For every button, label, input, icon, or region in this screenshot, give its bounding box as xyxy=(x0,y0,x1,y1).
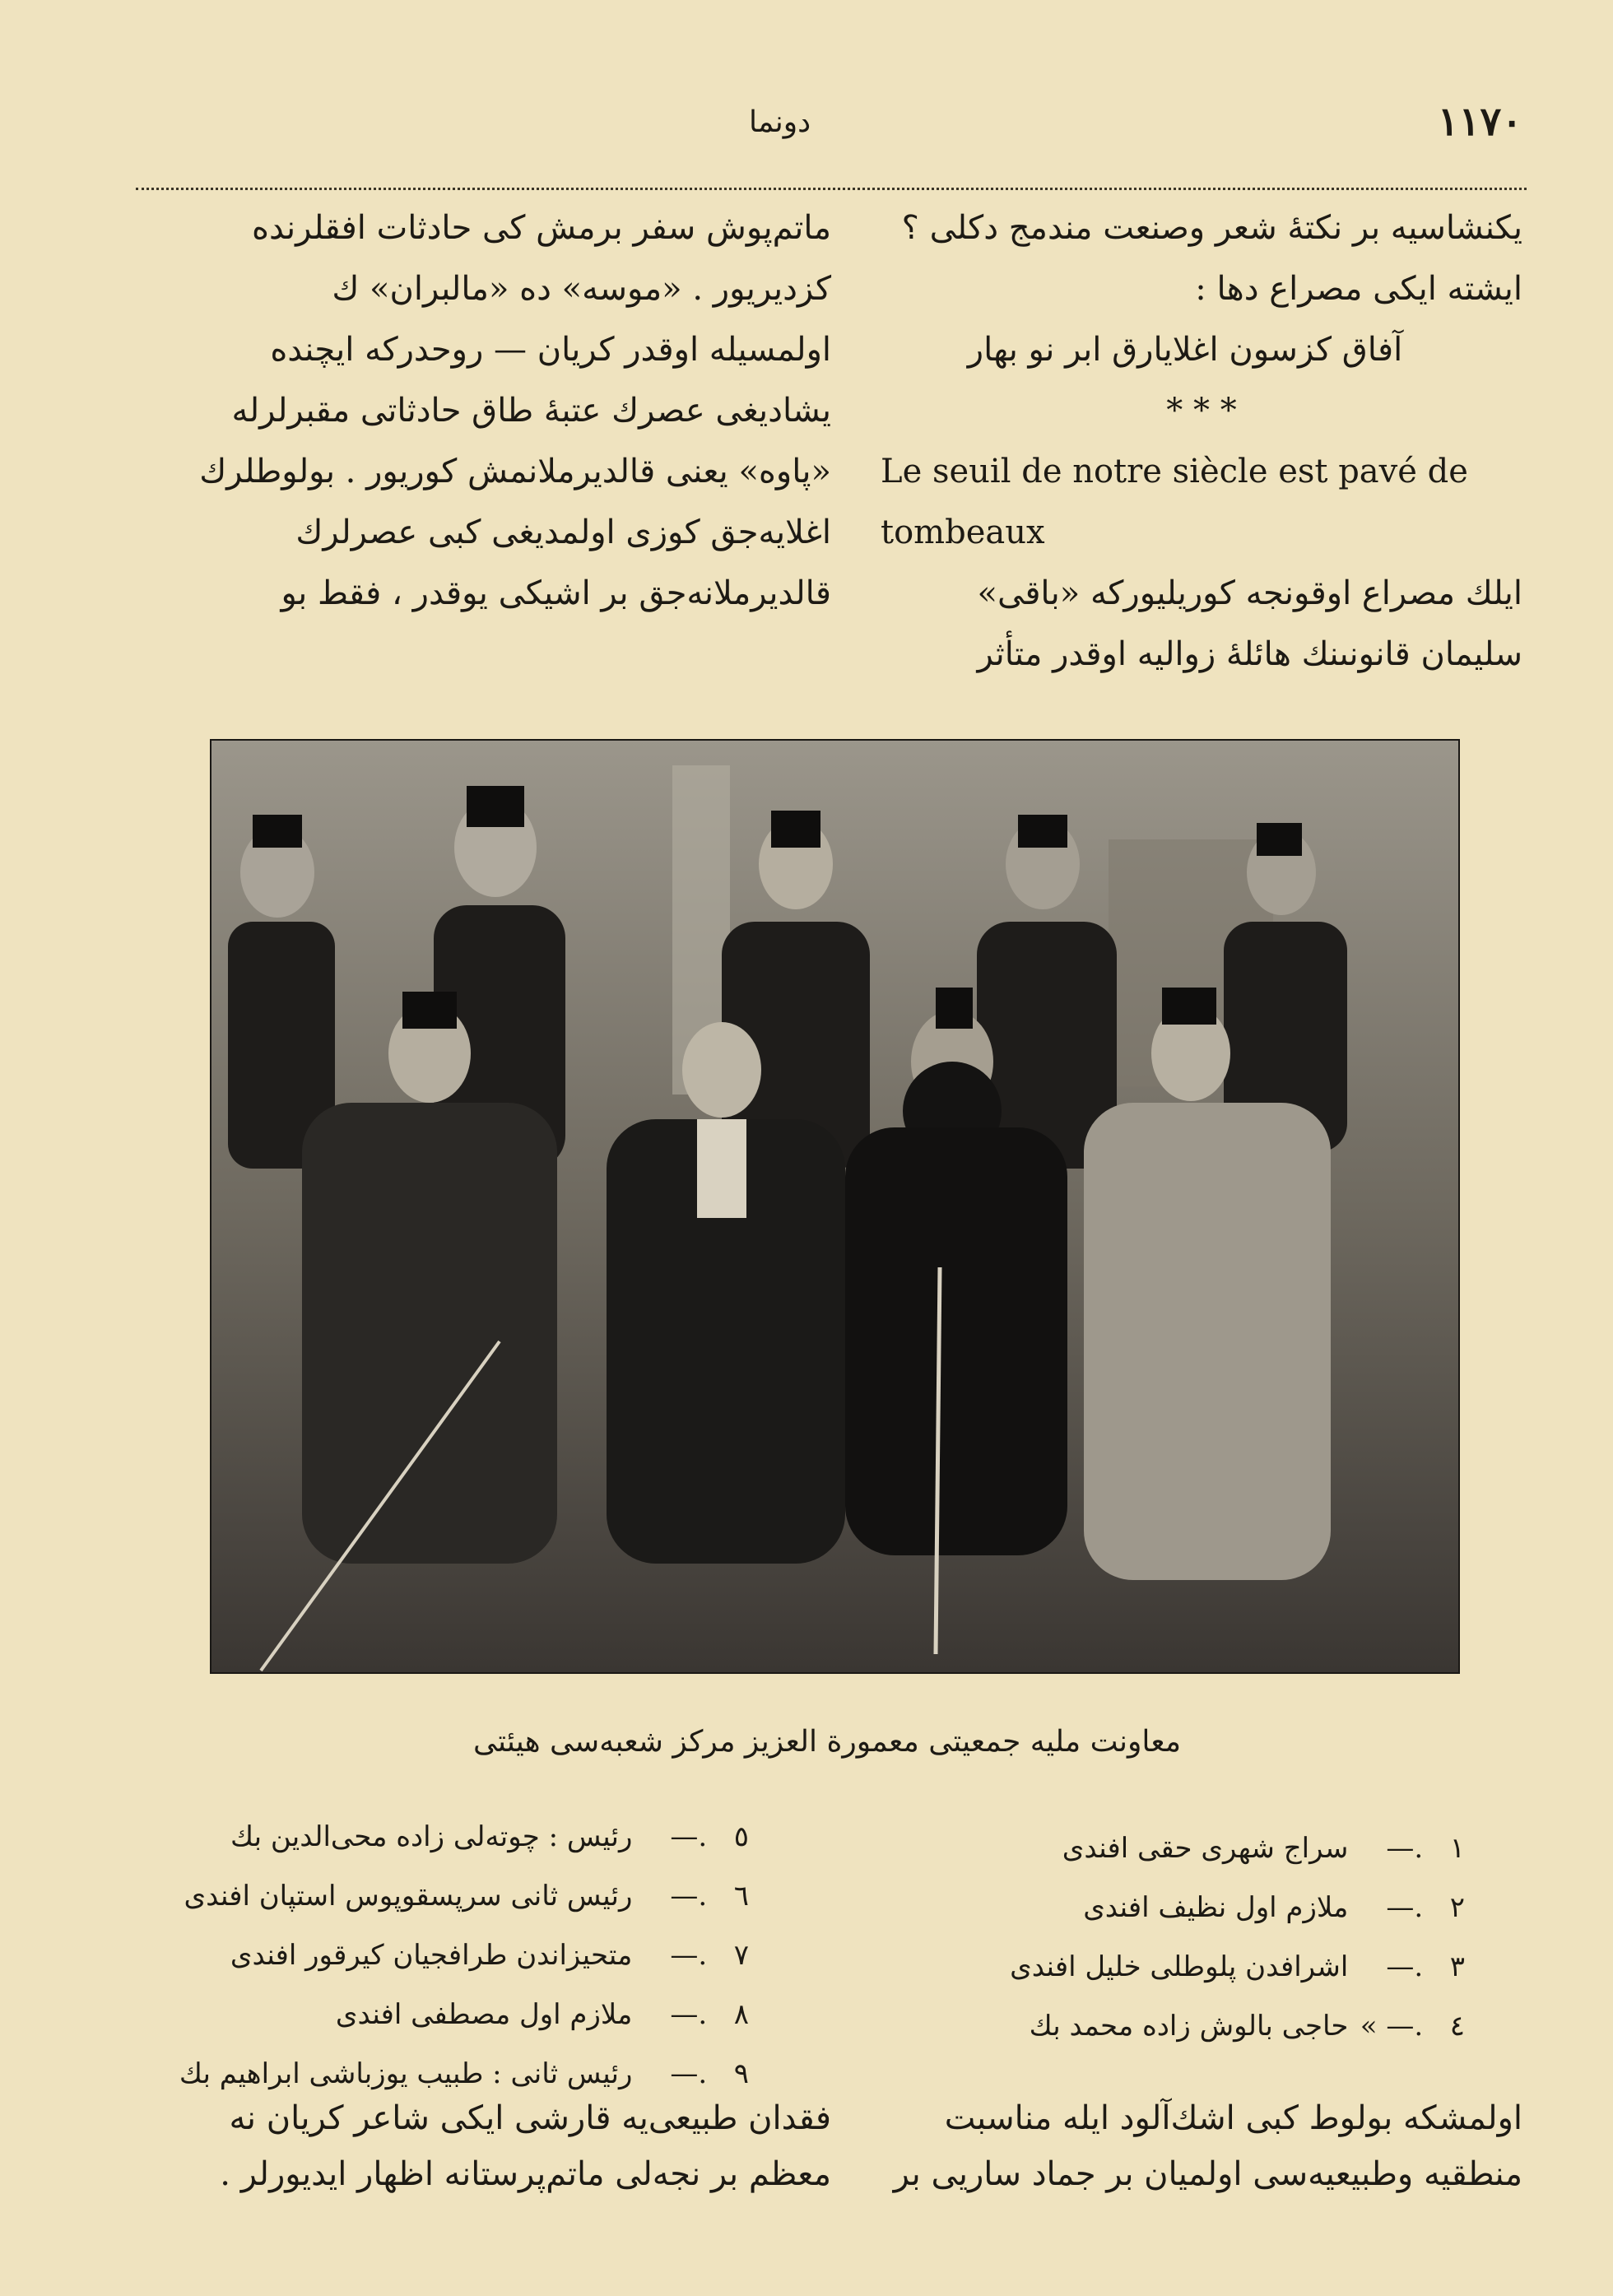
legend-number: ٨ xyxy=(733,1998,749,2031)
legend-number: ٩ xyxy=(733,2057,749,2090)
legend-left xyxy=(156,1807,749,2103)
legend-text: رئيس : چوته‌لى زاده محى‌الدين بك xyxy=(230,1820,633,1853)
page-number: ١١٧٠ xyxy=(1437,99,1522,145)
legend-text: رئيس ثانى : طبيب يوزباشى ابراهيم بك xyxy=(179,2057,633,2090)
paragraph-line: يكنشاسيه بر نكتهٔ شعر وصنعت مندمج دكلى ؟ xyxy=(901,209,1522,247)
asterism: * * * xyxy=(1166,392,1237,430)
legend-text: متحيزاندن طرافجيان كيرقور افندى xyxy=(230,1939,633,1972)
paragraph-line: سليمان قانونىنك هائلهٔ زواليه اوقدر متأثر xyxy=(977,635,1522,673)
legend-item xyxy=(856,1878,1465,1937)
legend-dash: .— xyxy=(670,1998,708,2031)
legend-number: ٦ xyxy=(733,1880,749,1913)
paragraph-line: اولمسيله اوقدر كريان — روحدركه ايچنده xyxy=(270,331,831,369)
legend-text: رئيس ثانى سرپسقوپوس استپان افندى xyxy=(184,1880,633,1913)
bottom-left-text xyxy=(132,2090,831,2202)
legend-item xyxy=(156,1807,749,1866)
legend-item xyxy=(156,1926,749,1985)
legend-dash: .— xyxy=(1386,1950,1424,1983)
legend-item xyxy=(156,1985,749,2044)
paragraph-line: كزديريور . «موسه» ده «مالبران» ك xyxy=(332,270,831,308)
photo-caption: معاونت مليه جمعيتى معمورة العزيز مركز شعبه‌سى هيئتى xyxy=(473,1725,1181,1759)
header-rule xyxy=(136,188,1527,190)
paragraph-line: فقدان طبيعى‌يه قارشى ايكى شاعر كريان نه xyxy=(229,2099,831,2137)
legend-number: ١ xyxy=(1449,1832,1465,1865)
paragraph-line: منطقيه وطبيعيه‌سى اولميان بر جماد ساريى بر xyxy=(893,2155,1522,2193)
legend-dash: .— » xyxy=(1360,2010,1424,2043)
legend-item xyxy=(856,1937,1465,1996)
legend-number: ٥ xyxy=(733,1820,749,1853)
legend-dash: .— xyxy=(1386,1832,1424,1865)
paragraph-line: ايلك مصراع اوقونجه كوريليوركه «باقى» xyxy=(977,574,1522,612)
legend-dash: .— xyxy=(670,1939,708,1972)
paragraph-line: ايشته ايكى مصراع دها : xyxy=(1195,270,1522,308)
french-quote: Le seuil de notre siècle est pavé de tombeaux xyxy=(881,453,1468,551)
paragraph-line: اغلايه‌جق كوزى اولمديغى كبى عصرلرك xyxy=(295,514,831,551)
legend-text: اشرافدن پلوطلى خليل افندى xyxy=(1010,1950,1349,1983)
legend-text: حاجى بالوش زاده محمد بك xyxy=(1029,2010,1349,2043)
paragraph-line: اولمشكه بولوط كبى اشك‌آلود ايله مناسبت xyxy=(944,2099,1522,2137)
legend-text: ملازم اول نظيف افندى xyxy=(1083,1891,1349,1924)
running-title: دونما xyxy=(749,105,811,139)
paragraph-line: ماتم‌پوش سفر برمش كى حادثات افقلرنده xyxy=(252,209,831,247)
right-text-column xyxy=(881,198,1522,685)
legend-number: ٤ xyxy=(1449,2010,1465,2043)
legend-number: ٢ xyxy=(1449,1891,1465,1924)
legend-item xyxy=(856,1996,1465,2056)
legend-number: ٧ xyxy=(733,1939,749,1972)
left-text-column xyxy=(132,198,831,624)
bottom-right-text xyxy=(881,2090,1522,2202)
legend-right xyxy=(856,1819,1465,2056)
legend-dash: .— xyxy=(670,1820,708,1853)
paragraph-line: «پاوه» يعنى قالديرملانمش كوريور . بولوطلرك xyxy=(199,453,831,490)
legend-dash: .— xyxy=(1386,1891,1424,1924)
legend-item xyxy=(856,1819,1465,1878)
group-photograph xyxy=(210,739,1460,1674)
page-header xyxy=(132,99,1522,165)
legend-number: ٣ xyxy=(1449,1950,1465,1983)
paragraph-line: يشاديغى عصرك عتبهٔ طاق حادثاتى مقبرلرله xyxy=(231,392,831,430)
verse-line: آفاق كزسون اغلايارق ابر نو بهار xyxy=(967,331,1403,369)
legend-text: سراج شهرى حقى افندى xyxy=(1062,1832,1349,1865)
paragraph-line: قالديرملانه‌جق بر اشيكى يوقدر ، فقط بو xyxy=(281,574,831,612)
legend-text: ملازم اول مصطفى افندى xyxy=(335,1998,633,2031)
photograph-drawing xyxy=(212,741,1458,1672)
legend-dash: .— xyxy=(670,1880,708,1913)
paragraph-line: معظم بر نجه‌لى ماتم‌پرستانه اظهار ايديورلر . xyxy=(220,2155,831,2193)
legend-dash: .— xyxy=(670,2057,708,2090)
legend-item xyxy=(156,1866,749,1926)
